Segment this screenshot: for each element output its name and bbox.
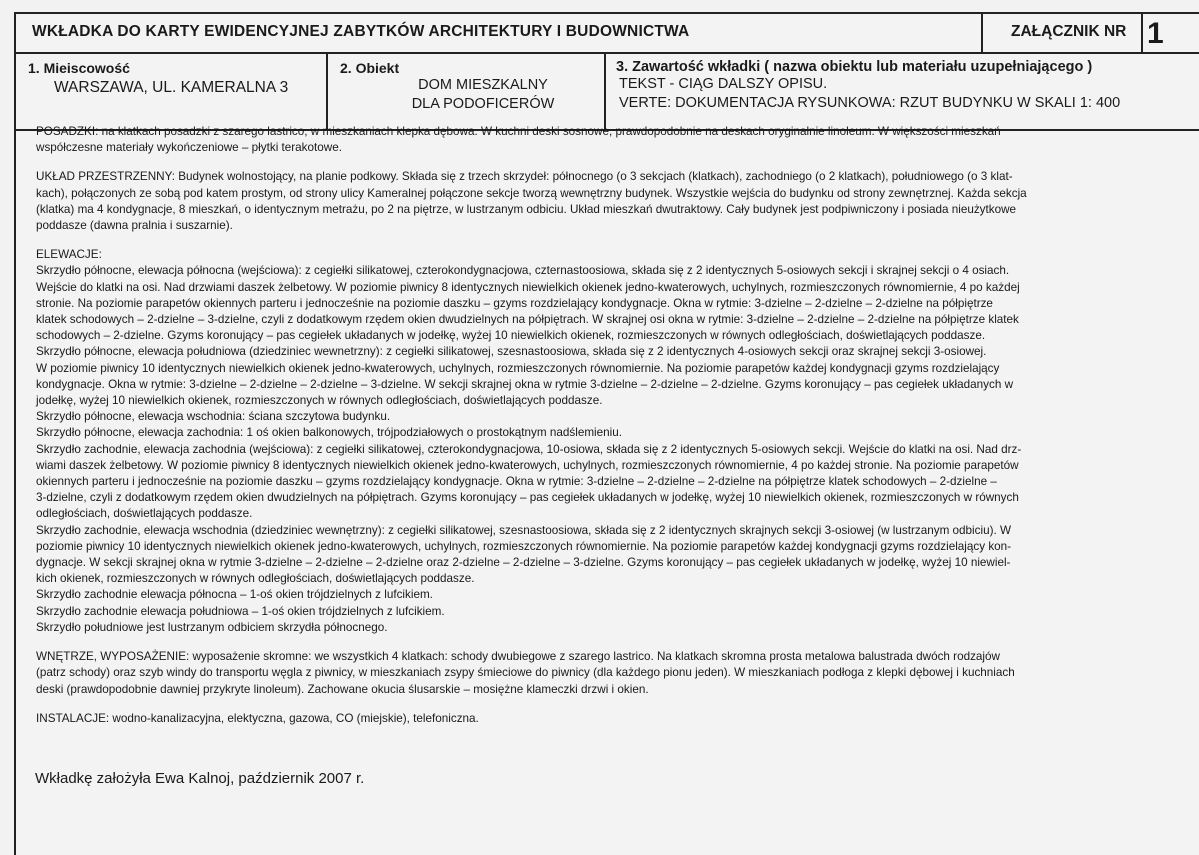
- text-line: kondygnacje. Okna w rytmie: 3-dzielne – 2-dzielne – 2-dzielne – 3-dzielne. W sekcji skrajnej okna w rytmie 3-dzielne – 2-dzielne – 2-dzielne. Gzyms koronujący – pas cegiełek układanych w: [36, 377, 1014, 391]
- text-line: kich okienek, rozmieszczonych w równych odległościach, doświetlających poddasze.: [36, 572, 475, 586]
- text-line: poziomie piwnicy 10 identycznych niewielkich okienek jedno-kwaterowych, uchylnych, rozmieszczonych równomiernie. Na poziomie parapetów każdej kondygnacji gzyms rozdzielający kon-: [36, 539, 1012, 553]
- contents-cell: [604, 54, 1199, 129]
- text-line: wiami daszek żelbetowy. W poziomie piwnicy 8 identycznych niewielkich okienek jedno-kwaterowych, uchylnych, rozmieszczonych równomiernie, 4 po każdej stronie. Na poziomie parapetów: [36, 458, 1019, 472]
- text-line: stronie. Na poziomie parapetów okiennych parteru i jednocześnie na poziomie daszku – gzyms rozdzielający kondygnacje. Okna w rytmie: 3-dzielne – 2-dzielne – 2-dzielne na półpiętrze: [36, 296, 993, 310]
- text-line: Skrzydło zachodnie, elewacja wschodnia (dziedziniec wewnętrzny): z cegiełki silikatowej, szesnastoosiowa, składa się z 2 identycznych skrajnych sekcji 3-osiowej (w lustrzanym odbiciu). W: [36, 523, 1012, 537]
- attachment-label: ZAŁĄCZNIK NR: [1011, 23, 1127, 40]
- text-line: Skrzydło południowe jest lustrzanym odbiciem skrzydła północnego.: [36, 620, 388, 634]
- locality-label: 1. Mieiscowość: [28, 60, 130, 76]
- text-line: 3-dzielne, czyli z dodatkowym rzędem okien dwudzielnych na półpiętrach. Gzyms koronujący – pas cegiełek układanych w jodełkę, wyżej 10 niewielkich okienek, rozmieszczonych w równych: [36, 491, 1019, 505]
- text-line: Skrzydło północne, elewacja południowa (dziedziniec wewnetrzny): z cegiełki silikatowej, szesnastoosiowa, składa się z 2 identycznych 4-osiowych sekcji oraz skrajnej sekcji 3-osiowej.: [36, 345, 987, 359]
- text-line: (patrz schody) oraz szyb windy do transportu węgla z piwnicy, w mieszkaniach zsypy śmieciowe do piwnicy (dla każdego pionu jeden). W mieszkaniach podłoga z klepki dębowej i kuchniach: [36, 666, 1015, 680]
- text-line: Skrzydło zachodnie elewacja południowa – 1-oś okien trójdzielnych z lufcikiem.: [36, 604, 445, 618]
- attachment-box: [981, 14, 1199, 52]
- text-line: ELEWACJE:: [36, 248, 102, 262]
- author-line: Wkładkę założyła Ewa Kalnoj, październik 2007 r.: [35, 770, 365, 787]
- object-value: [328, 76, 604, 114]
- section-uklad: [36, 169, 1134, 234]
- text-line: okiennych parteru i jednocześnie na poziomie daszku – gzyms rozdzielający kondygnacje. Okna w rytmie: 3-dzielne – 2-dzielne – 2-dzielne na półpiętrze klatek schodowych – 2-dzielne –: [36, 475, 997, 489]
- object-label: 2. Obiekt: [340, 60, 400, 76]
- section-posadzki: [36, 124, 1134, 156]
- text-line: Skrzydło zachodnie, elewacja zachodnia (wejściowa): z cegiełki silikatowej, czterokondygnacjowa, 10-osiowa, składa się z 2 identycznych 5-osiowych sekcji. Wejście do klatki na osi. Nad drz-: [36, 442, 1022, 456]
- title-bar: [16, 14, 1199, 54]
- section-instalacje: [36, 711, 1134, 727]
- text-line: INSTALACJE: wodno-kanalizacyjna, elektyczna, gazowa, CO (miejskie), telefoniczna.: [36, 711, 479, 725]
- locality-value: WARSZAWA, UL. KAMERALNA 3: [54, 79, 289, 96]
- object-value-line2: DLA PODOFICERÓW: [411, 96, 555, 112]
- text-line: POSADZKI: na klatkach posadzki z szarego lastrico, w mieszkaniach klepka dębowa. W kuchni deski sosnowe, prawdopodobnie na deskach oryginalnie linoleum. W większości mieszkań: [36, 125, 1001, 138]
- text-line: poddasze (dawna pralnia i suszarnie).: [36, 219, 233, 233]
- section-elewacje: [36, 247, 1134, 636]
- locality-cell: [16, 54, 326, 129]
- text-line: deski (prawdopodobnie dawniej przykryte linoleum). Zachowane okucia ślusarskie – mosiężne klameczki drzwi i okien.: [36, 682, 649, 696]
- section-wnetrze: [36, 649, 1134, 698]
- text-line: schodowych – 2-dzielne. Gzyms koronujący – pas cegiełek układanych w jodełkę, wyżej 10 niewielkich okienek, rozmieszczonych w równych odległościach, doświetlających poddasze.: [36, 329, 986, 343]
- text-line: Wejście do klatki na osi. Nad drzwiami daszek żelbetowy. W poziomie piwnicy 8 identycznych niewielkich okienek jedno-kwaterowych, uchylnych, rozmieszczonych równomiernie, 4 po każdej: [36, 280, 1020, 294]
- document-title: WKŁADKA DO KARTY EWIDENCYJNEJ ZABYTKÓW ARCHITEKTURY I BUDOWNICTWA: [32, 23, 690, 40]
- text-line: współczesne materiały wykończeniowe – płytki terakotowe.: [36, 141, 342, 155]
- text-line: W poziomie piwnicy 10 identycznych niewielkich okienek jedno-kwaterowych, uchylnych, rozmieszczonych równomiernie. Na poziomie parapetów każdej kondygnacji gzyms rozdzielający: [36, 361, 1000, 375]
- object-cell: [326, 54, 604, 129]
- text-line: jodełkę, wyżej 10 niewielkich okienek, rozmieszczonych w równych odległościach, doświetlających poddasze.: [36, 394, 603, 408]
- text-line: dygnacje. W sekcji skrajnej okna w rytmie 3-dzielne – 2-dzielne – 2-dzielne oraz 2-dzielne – 2-dzielne – 3-dzielne. Gzyms koronujący – pas cegiełek układanych w jodełkę, wyżej 10 niewiel-: [36, 556, 1011, 570]
- object-value-line1: DOM MIESZKALNY: [418, 77, 548, 93]
- text-line: kach), połączonych ze sobą pod katem prostym, od strony ulicy Kameralnej połączone sekcje tworzą wewnętrzny budynek. Wszystkie wejścia do budynku od strony zewnętrznej. Każda sekcja: [36, 186, 1027, 200]
- text-line: Skrzydło północne, elewacja wschodnia: ściana szczytowa budynku.: [36, 410, 391, 424]
- attachment-number: 1: [1141, 14, 1187, 52]
- description-body: [36, 124, 1134, 740]
- text-line: Skrzydło północne, elewacja zachodnia: 1 oś okien balkonowych, trójpodziałowych o prostokątnym nadślemieniu.: [36, 426, 623, 440]
- text-line: UKŁAD PRZESTRZENNY: Budynek wolnostojący, na planie podkowy. Składa się z trzech skrzydeł: północnego (o 3 sekcjach (klatkach), zachodniego (o 2 klatkach), południowego (o 3 klat-: [36, 170, 1013, 184]
- text-line: Skrzydło północne, elewacja północna (wejściowa): z cegiełki silikatowej, czterokondygnacjowa, czternastoosiowa, składa się z 2 identycznych 5-osiowych sekcji i skrajnej sekcji o 4 osiach.: [36, 264, 1010, 278]
- text-line: Skrzydło zachodnie elewacja północna – 1-oś okien trójdzielnych z lufcikiem.: [36, 588, 433, 602]
- text-line: klatek schodowych – 2-dzielne – 3-dzielne, czyli z dodatkowym rzędem okien dwudzielnych na półpiętrach. W skrajnej osi okna w rytmie: 3-dzielne – 2-dzielne – 2-dzielne na półpiętrze klatek: [36, 313, 1019, 327]
- contents-line1: TEKST - CIĄG DALSZY OPISU.: [619, 76, 828, 92]
- info-row: [16, 54, 1199, 131]
- contents-line2: VERTE: DOKUMENTACJA RYSUNKOWA: RZUT BUDYNKU W SKALI 1: 400: [619, 95, 1121, 111]
- text-line: WNĘTRZE, WYPOSAŻENIE: wyposażenie skromne: we wszystkich 4 klatkach: schody dwubiegowe z szarego lastrico. Na klatkach skromna prosta metalowa balustrada dwóch rodzajów: [36, 650, 1000, 664]
- text-line: (klatka) ma 4 kondygnacje, 8 mieszkań, o identycznym metrażu, po 2 na piętrze, w lustrzanym odbiciu. Układ mieszkań dwutraktowy. Cały budynek jest podpiwniczony i posiada nieużytkowe: [36, 202, 1017, 216]
- text-line: odległościach, doświetlających poddasze.: [36, 507, 253, 521]
- contents-label: 3. Zawartość wkładki ( nazwa obiektu lub materiału uzupełniającego ): [616, 59, 1093, 75]
